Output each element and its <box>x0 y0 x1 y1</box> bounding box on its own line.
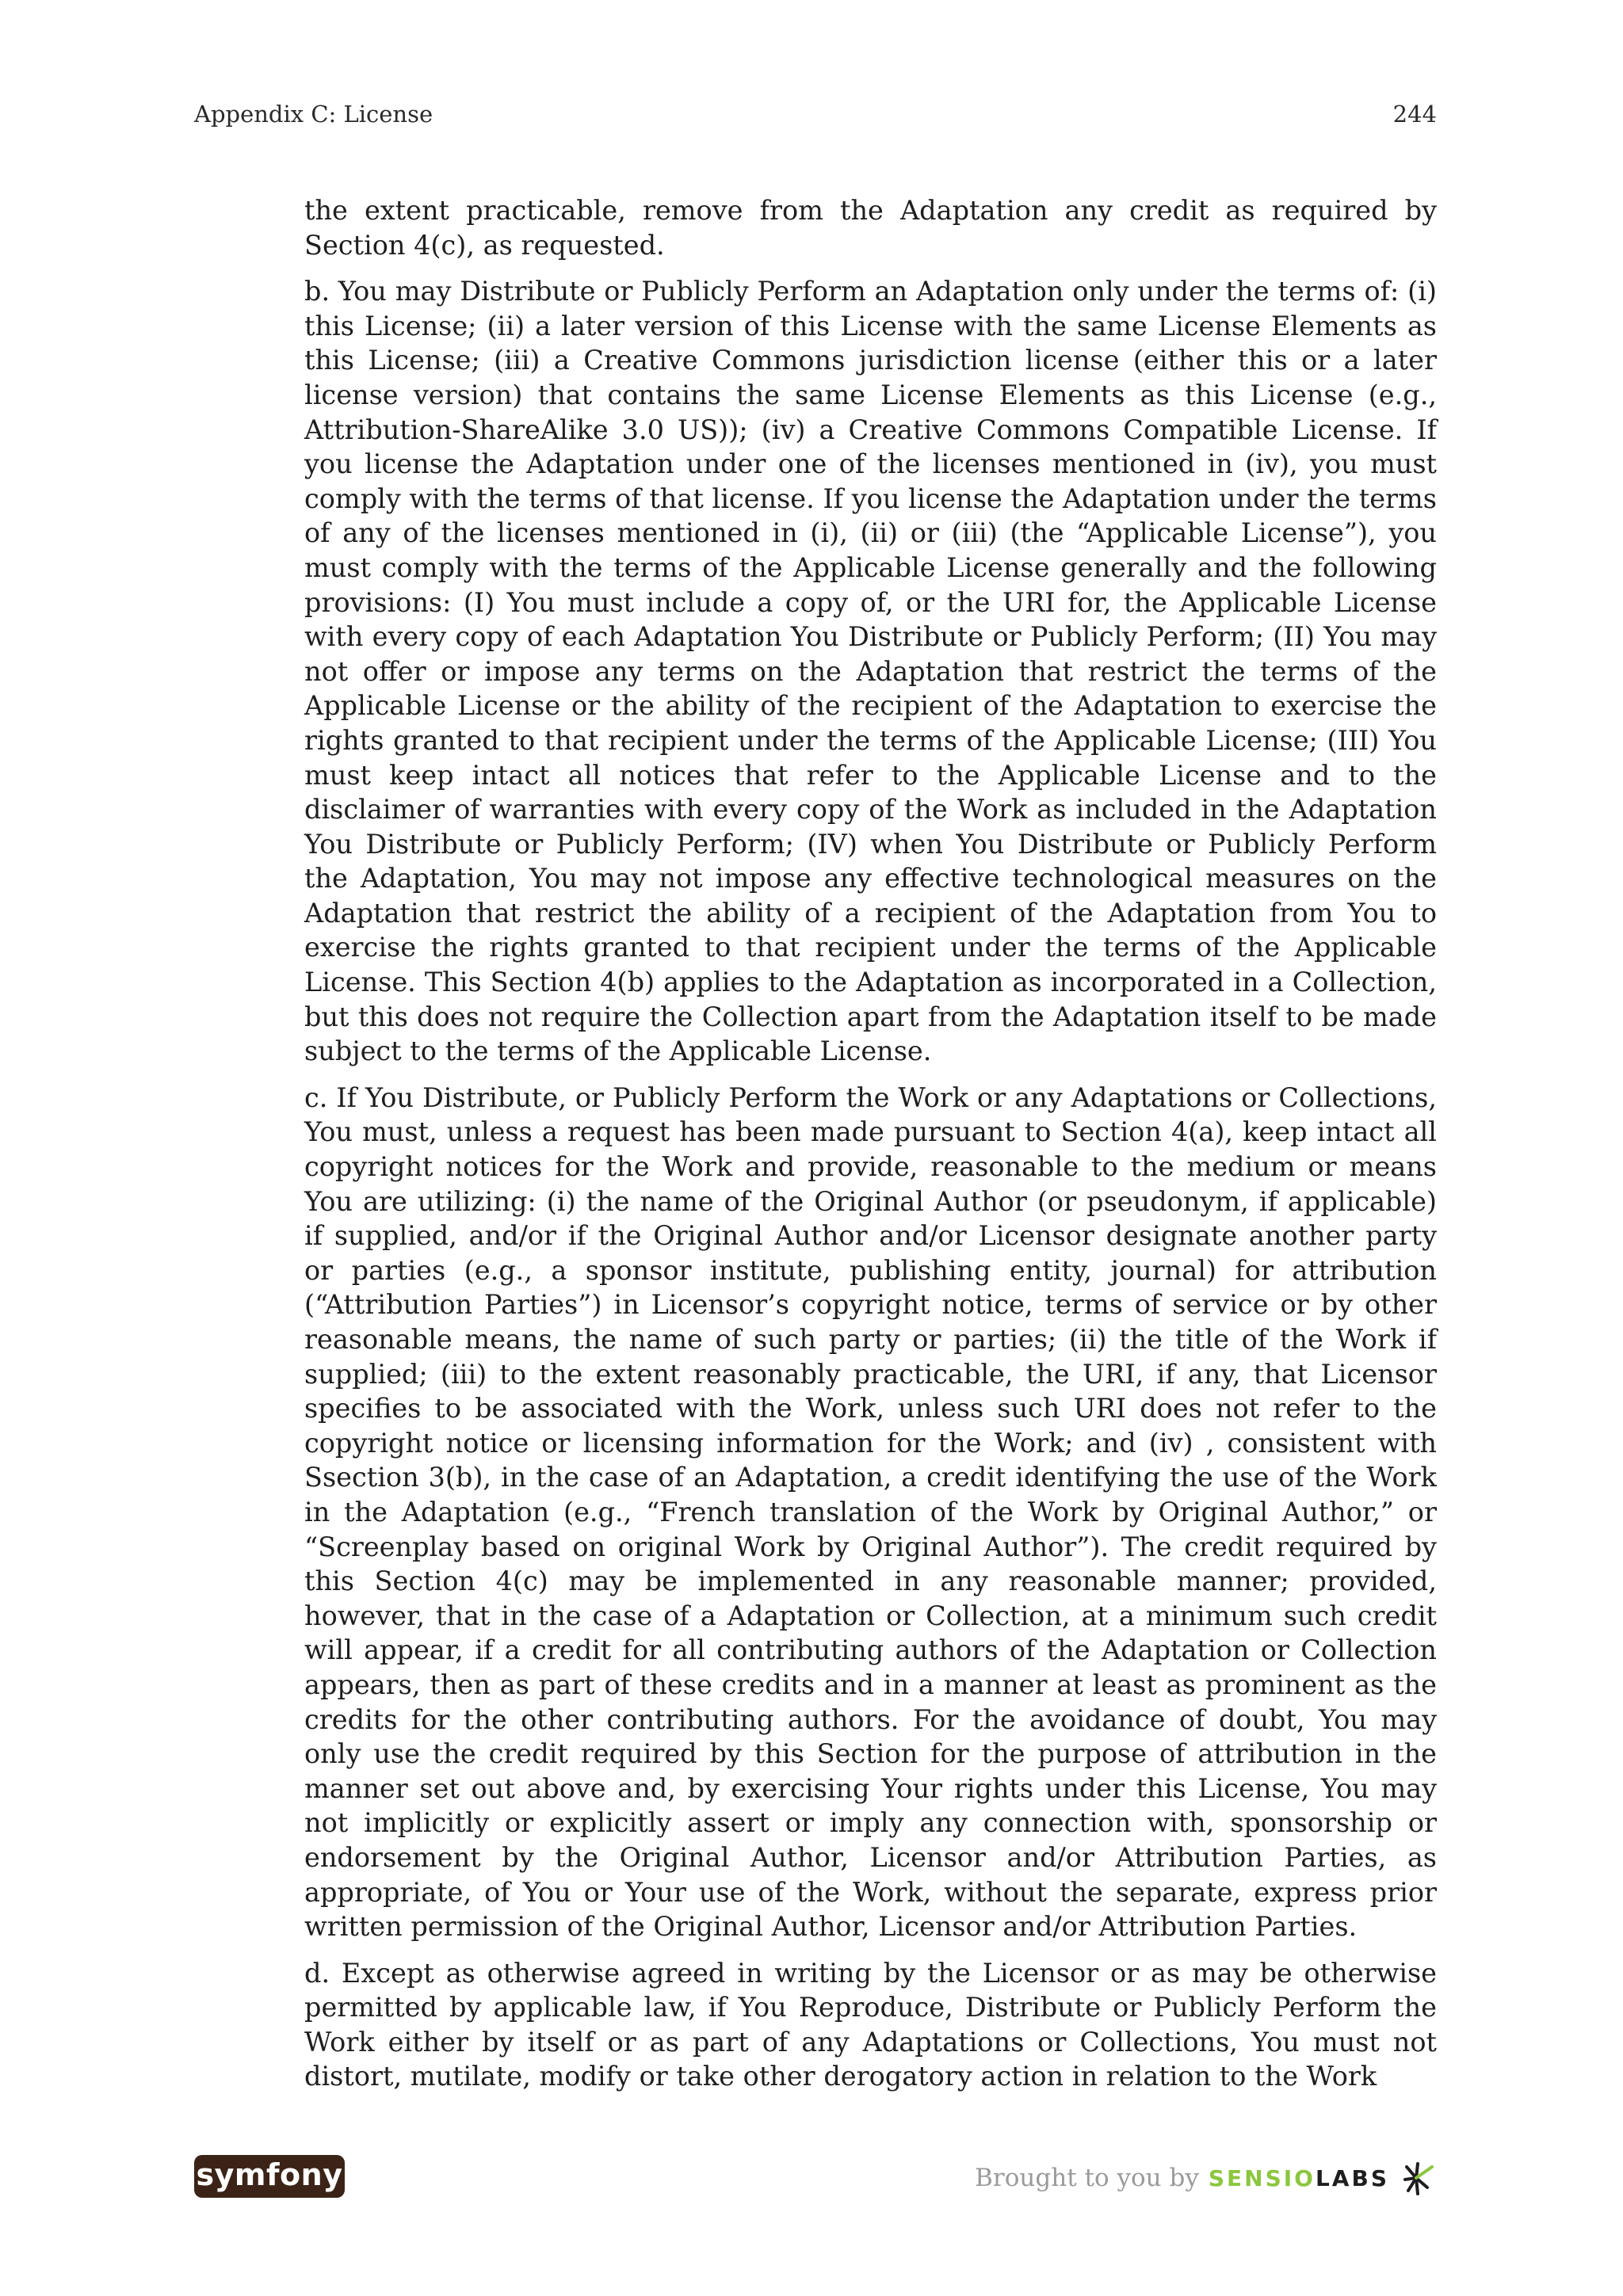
page-number: 244 <box>1392 101 1437 128</box>
body-text <box>304 193 1437 2106</box>
labs-text: LABS <box>1315 2164 1389 2191</box>
sensio-text: SENSIO <box>1208 2164 1316 2191</box>
paragraph-d: d. Except as otherwise agreed in writing by the Licensor or as may be otherwise permitted by applicable law, if You Reproduce, Distribute or Publicly Perform the Work either by itself or as part of any Adaptations or Collections, You must not distort, mutilate, modify or take other derogatory action in relation to the Work <box>304 1957 1437 2092</box>
running-header <box>194 98 1437 130</box>
paragraph-c: c. If You Distribute, or Publicly Perform the Work or any Adaptations or Collections, You must, unless a request has been made pursuant to Section 4(a), keep intact all copyright notices for the Work and provide, reasonable to the medium or means You are utilizing: (i) the name of the Original Author (or pseudonym, if applicable) if supplied, and/or if the Original Author and/or Licensor designate another party or parties (e.g., a sponsor institute, publishing entity, journal) for attribution (“Attribution Parties”) in Licensor’s copyright notice, terms of service or by other reasonable means, the name of such party or parties; (ii) the title of the Work if supplied; (iii) to the extent reasonably practicable, the URI, if any, that Licensor specifies to be associated with the Work, unless such URI does not refer to the copyright notice or licensing information for the Work; and (iv) , consistent with Ssection 3(b), in the case of an Adaptation, a credit identifying the use of the Work in the Adaptation (e.g., “French translation of the Work by Original Author,” or “Screenplay based on original Work by Original Author”). The credit required by this Section 4(c) may be implemented in any reasonable manner; provided, however, that in the case of a Adaptation or Collection, at a minimum such credit will appear, if a credit for all contributing authors of the Adaptation or Collection appears, then as part of these credits and in a manner at least as prominent as the credits for the other contributing authors. For the avoidance of doubt, You may only use the credit required by this Section for the purpose of attribution in the manner set out above and, by exercising Your rights under this License, You may not implicitly or explicitly assert or imply any connection with, sponsorship or endorsement by the Original Author, Licensor and/or Attribution Parties, as appropriate, of You or Your use of the Work, without the separate, express prior written permission of the Original Author, Licensor and/or Attribution Parties. <box>304 1081 1437 1943</box>
brought-by-text: Brought to you by <box>975 2164 1199 2192</box>
paragraph-b: b. You may Distribute or Publicly Perform an Adaptation only under the terms of: (i) this License; (ii) a later version of this License with the same License Elements as this License; (iii) a Creative Commons jurisdiction license (either this or a later license version) that contains the same License Elements as this License (e.g., Attribution-ShareAlike 3.0 US)); (iv) a Creative Commons Compatible License. If you license the Adaptation under one of the licenses mentioned in (iv), you must comply with the terms of that license. If you license the Adaptation under the terms of any of the licenses mentioned in (i), (ii) or (iii) (the “Applicable License”), you must comply with the terms of the Applicable License generally and the following provisions: (I) You must include a copy of, or the URI for, the Applicable License with every copy of each Adaptation You Distribute or Publicly Perform; (II) You may not offer or impose any terms on the Adaptation that restrict the terms of the Applicable License or the ability of the recipient of the Adaptation to exercise the rights granted to that recipient under the terms of the Applicable License; (III) You must keep intact all notices that refer to the Applicable License and to the disclaimer of warranties with every copy of the Work as included in the Adaptation You Distribute or Publicly Perform; (IV) when You Distribute or Publicly Perform the Adaptation, You may not impose any effective technological measures on the Adaptation that restrict the ability of a recipient of the Adaptation from You to exercise the rights granted to that recipient under the terms of the Applicable License. This Section 4(b) applies to the Adaptation as incorporated in a Collection, but this does not require the Collection apart from the Adaptation itself to be made subject to the terms of the Applicable License. <box>304 276 1437 1067</box>
paragraph-continuation: the extent practicable, remove from the Adaptation any credit as required by Section 4(c), as requested. <box>304 195 1437 261</box>
sensiolabs-mark-icon <box>1399 2159 1437 2197</box>
sensiolabs-logo <box>1209 2165 1389 2191</box>
chapter-title: Appendix C: License <box>194 101 433 128</box>
symfony-logo: symfony <box>194 2155 345 2198</box>
page-footer <box>194 2153 1437 2201</box>
sponsor-credit <box>975 2158 1437 2198</box>
